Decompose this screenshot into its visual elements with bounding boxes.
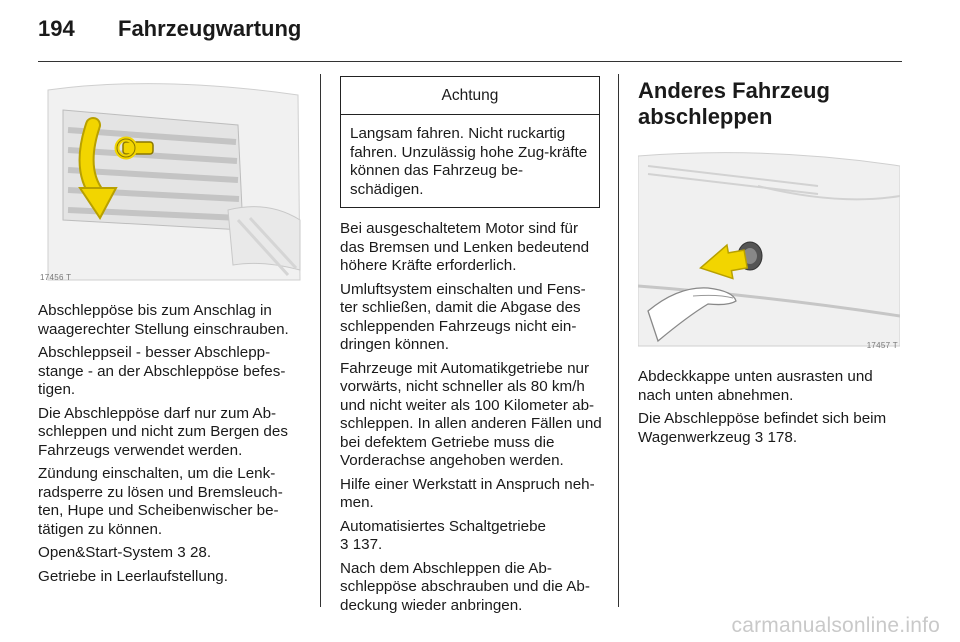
header-divider [38,61,902,62]
reference-page-link[interactable]: 28. [189,544,212,561]
cover-cap-figure [638,146,900,354]
reference-arrow-icon: 3 [177,544,186,561]
column-1 [38,70,302,591]
cross-reference: Die Abschleppöse befindet sich beim Wagenwerkzeug 3 178. [638,410,887,446]
paragraph: Fahrzeuge mit Automatikgetriebe nur vorwärts, nicht schneller als 80 km/h und nicht weiter als 100 Kilometer ab-schleppen. In allen anderen Fällen und bei defektem Getriebe muss die Vorderachse angehoben werden. [340,359,602,469]
section-title: Fahrzeugwartung [118,16,302,41]
column-divider-1 [320,74,321,607]
page-header [38,16,301,50]
column-3 [638,70,900,452]
paragraph: Zündung einschalten, um die Lenk-radsperre zu lösen und Bremsleuch-ten, Hupe und Scheibenwischer be-tätigen zu können. [38,465,283,538]
reference-arrow-icon: 3 [754,428,764,446]
reference-arrow-icon: 3 [340,536,349,553]
paragraph: Abschleppöse bis zum Anschlag in waagerechter Stellung einschrauben. [38,302,289,338]
warning-title: Achtung [341,77,599,115]
subsection-heading: Anderes Fahrzeug abschleppen [638,78,830,129]
page-number: 194 [38,16,75,41]
paragraph: Bei ausgeschaltetem Motor sind für das Bremsen und Lenken bedeutend höhere Kräfte erforderlich. [340,220,590,274]
towing-eye-figure [38,70,302,290]
watermark: carmanualsonline.info [731,614,940,637]
warning-box [340,76,600,208]
paragraph: Die Abschleppöse darf nur zum Ab-schleppen und nicht zum Bergen des Fahrzeugs verwendet werden. [38,404,288,459]
reference-page-link[interactable]: 137. [352,536,383,553]
paragraph: Umluftsystem einschalten und Fens-ter schließen, damit die Abgase des schleppenden Fahrzeugs nicht ein-dringen können. [340,280,586,353]
reference-page-link[interactable]: 178. [767,428,798,446]
column-divider-2 [618,74,619,607]
towing-eye-illustration [38,70,302,290]
cover-cap-illustration [638,146,900,354]
figure-code: 17457 T [866,341,898,350]
paragraph: Abdeckkappe unten ausrasten und nach unten abnehmen. [638,368,873,404]
figure-code: 17456 T [40,273,72,282]
paragraph: Nach dem Abschleppen die Ab-schleppöse abschrauben und die Ab-deckung wieder anbringen. [340,559,590,614]
paragraph: Getriebe in Leerlaufstellung. [38,567,228,585]
paragraph: Hilfe einer Werkstatt in Anspruch neh-men. [340,475,595,511]
paragraph: Abschleppseil - besser Abschlepp-stange - an der Abschleppöse befes-tigen. [38,344,286,398]
column-2 [340,70,602,620]
warning-text: Langsam fahren. Nicht ruckartig fahren. Unzulässig hohe Zug-kräfte können das Fahrzeug be-schädigen. [350,125,588,198]
cross-reference: Open&Start-System 3 28. [38,544,212,561]
cross-reference: Automatisiertes Schaltgetriebe 3 137. [340,517,546,553]
